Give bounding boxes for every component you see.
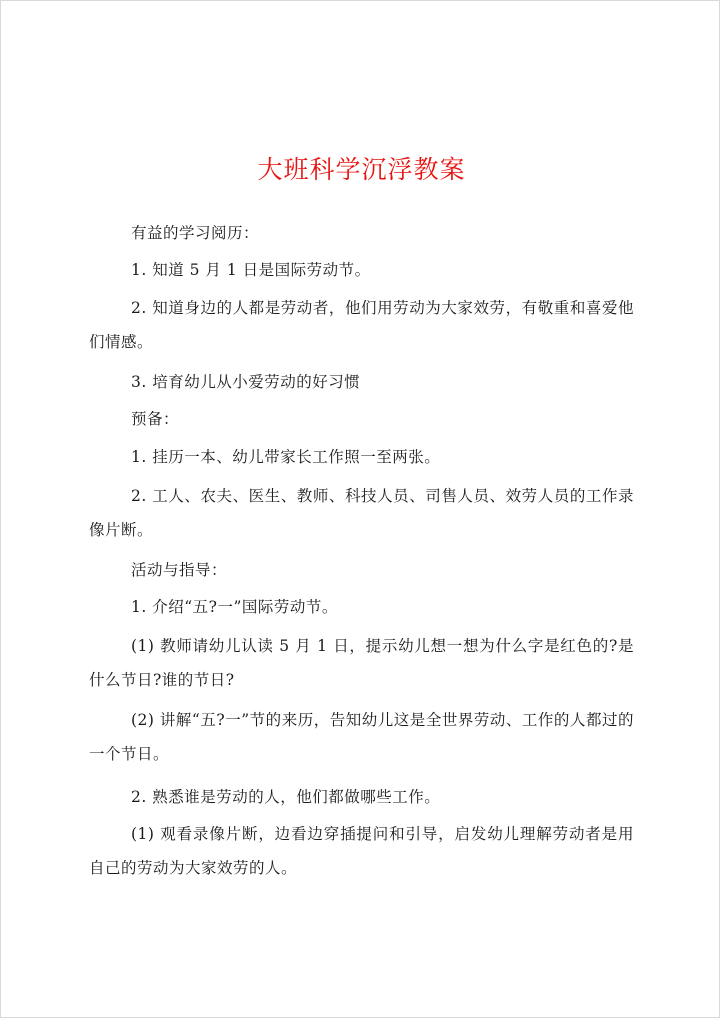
paragraph-preparation-1: 1. 挂历一本、幼儿带家长工作照一至两张。 [131,448,441,466]
paragraph-experience-heading: 有益的学习阅历： [131,224,260,242]
document-title: 大班科学沉浮教案 [257,155,466,184]
paragraph-activity-heading: 活动与指导： [131,561,228,579]
paragraph-activity-1: 1. 介绍“五?一”国际劳动节。 [131,598,338,616]
paragraph-preparation-heading: 预备： [131,410,180,428]
paragraph-activity-2: 2. 熟悉谁是劳动的人，他们都做哪些工作。 [131,788,441,806]
paragraph-activity-1-1: (1) 教师请幼儿认读 5 月 1 日，提示幼儿想一想为什么字是红色的?是什么节日?谁的节日? [89,637,634,689]
paragraph-activity-1-2: (2) 讲解“五?一”节的来历，告知幼儿这是全世界劳动、工作的人都过的一个节日。 [89,711,634,763]
paragraph-experience-2: 2. 知道身边的人都是劳动者，他们用劳动为大家效劳，有敬重和喜爱他们情感。 [89,299,634,351]
paragraph-preparation-2: 2. 工人、农夫、医生、教师、科技人员、司售人员、效劳人员的工作录像片断。 [89,487,634,539]
paragraph-experience-1: 1. 知道 5 月 1 日是国际劳动节。 [131,261,371,279]
paragraph-activity-2-1: (1) 观看录像片断，边看边穿插提问和引导，启发幼儿理解劳动者是用自己的劳动为大家效劳的人。 [89,825,634,877]
paragraph-experience-3: 3. 培育幼儿从小爱劳动的好习惯 [131,373,361,391]
